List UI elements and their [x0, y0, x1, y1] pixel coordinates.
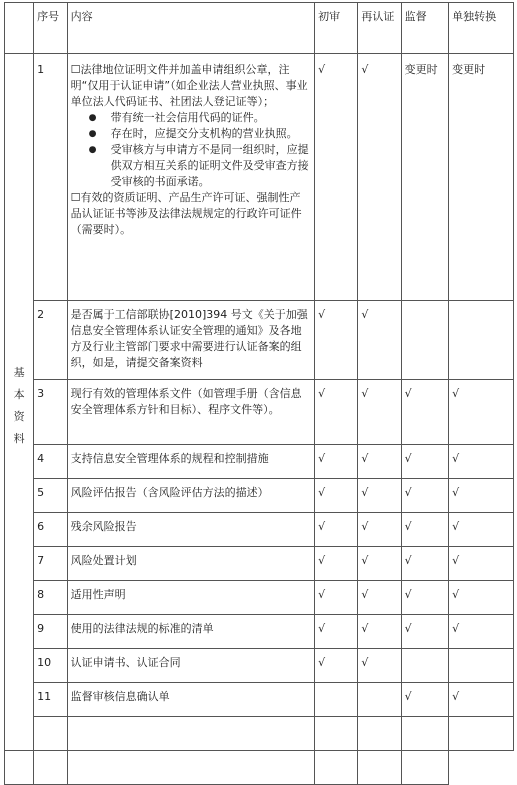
recert-mark: √: [358, 615, 401, 649]
row-number: 3: [34, 380, 68, 445]
header-separate: 单独转换: [449, 3, 514, 54]
bullet-list: [71, 110, 311, 190]
supervision-mark: √: [401, 513, 449, 547]
supervision-mark: √: [401, 445, 449, 479]
initial-mark: √: [315, 445, 358, 479]
supervision-mark: √: [401, 547, 449, 581]
supervision-mark: [358, 751, 401, 785]
separate-mark: √: [449, 547, 514, 581]
initial-mark: √: [315, 54, 358, 301]
category-cell: [5, 54, 34, 751]
initial-mark: √: [315, 479, 358, 513]
row-content: 风险评估报告（含风险评估方法的描述）: [67, 479, 314, 513]
header-supervision: 监督: [401, 3, 449, 54]
row-content: 现行有效的管理体系文件（如管理手册（含信息安全管理体系方针和目标）、程序文件等）。: [67, 380, 314, 445]
separate-mark: √: [449, 615, 514, 649]
table-row: [5, 380, 514, 445]
table-row: [5, 445, 514, 479]
initial-mark: √: [315, 380, 358, 445]
initial-mark: [315, 717, 358, 751]
recert-mark: √: [358, 581, 401, 615]
header-category-cell: [5, 3, 34, 54]
header-row: [5, 3, 514, 54]
row-content: 使用的法律法规的标准的清单: [67, 615, 314, 649]
recert-mark: √: [358, 513, 401, 547]
row-content: 认证申请书、认证合同: [67, 649, 314, 683]
separate-mark: [401, 751, 449, 785]
row-content: 监督审核信息确认单: [67, 683, 314, 717]
initial-mark: √: [315, 649, 358, 683]
separate-mark: √: [449, 581, 514, 615]
row-number: 5: [34, 479, 68, 513]
initial-mark: [67, 751, 314, 785]
initial-mark: √: [315, 581, 358, 615]
table-row: [5, 717, 514, 751]
recert-mark: √: [358, 54, 401, 301]
table-row: [5, 54, 514, 301]
header-initial: 初审: [315, 3, 358, 54]
separate-mark: √: [449, 479, 514, 513]
recert-mark: √: [358, 301, 401, 380]
row-number: 11: [34, 683, 68, 717]
row-content: 适用性声明: [67, 581, 314, 615]
recert-mark: √: [358, 380, 401, 445]
row-number: 10: [34, 649, 68, 683]
supervision-mark: [401, 717, 449, 751]
recert-mark: √: [358, 479, 401, 513]
row-content: [34, 751, 68, 785]
recert-mark: √: [358, 649, 401, 683]
row-content: 残余风险报告: [67, 513, 314, 547]
separate-mark: √: [449, 380, 514, 445]
initial-mark: √: [315, 513, 358, 547]
supervision-mark: √: [401, 581, 449, 615]
table-row: [5, 683, 514, 717]
separate-mark: √: [449, 445, 514, 479]
initial-mark: [315, 683, 358, 717]
separate-mark: [449, 301, 514, 380]
supervision-mark: √: [401, 479, 449, 513]
row-number: 4: [34, 445, 68, 479]
separate-mark: [449, 717, 514, 751]
supervision-mark: 变更时: [401, 54, 449, 301]
separate-mark: √: [449, 683, 514, 717]
recert-mark: [358, 683, 401, 717]
row-content: 支持信息安全管理体系的规程和控制措施: [67, 445, 314, 479]
recert-mark: [315, 751, 358, 785]
list-item: ● 受审核方与申请方不是同一组织时，应提供双方相互关系的证明文件及受审查方接受审核的书面承诺。: [88, 143, 309, 188]
category-label: 基本资料: [13, 366, 25, 445]
bullet-icon: ●: [88, 145, 97, 155]
separate-mark: √: [449, 513, 514, 547]
supervision-mark: [401, 301, 449, 380]
bullet-icon: ●: [88, 129, 97, 139]
separate-mark: [449, 649, 514, 683]
table-row: [5, 615, 514, 649]
table-row: [5, 301, 514, 380]
row-number: 9: [34, 615, 68, 649]
table-row: [5, 513, 514, 547]
row-number: 1: [34, 54, 68, 301]
row-number: 2: [34, 301, 68, 380]
table-row: [5, 581, 514, 615]
row-content: 是否属于工信部联协[2010]394 号文《关于加强信息安全管理体系认证安全管理的通知》及各地方及行业主管部门要求中需要进行认证备案的组织，如是，请提交备案资料: [67, 301, 314, 380]
row-number: 7: [34, 547, 68, 581]
separate-mark: 变更时: [449, 54, 514, 301]
recert-mark: √: [358, 445, 401, 479]
materials-table: [4, 2, 514, 785]
bullet-icon: ●: [88, 113, 97, 123]
table-row: [5, 751, 514, 785]
row-number: [34, 717, 68, 751]
table-row: [5, 479, 514, 513]
header-no: 序号: [34, 3, 68, 54]
recert-mark: [358, 717, 401, 751]
table-row: [5, 649, 514, 683]
row-content: [67, 54, 314, 301]
initial-mark: √: [315, 615, 358, 649]
supervision-mark: [401, 649, 449, 683]
row-content: [67, 717, 314, 751]
initial-mark: √: [315, 547, 358, 581]
row-content: 风险处置计划: [67, 547, 314, 581]
row-number: 8: [34, 581, 68, 615]
list-item: ● 存在时，应提交分支机构的营业执照。: [88, 127, 298, 140]
header-recert: 再认证: [358, 3, 401, 54]
supervision-mark: √: [401, 683, 449, 717]
header-content: 内容: [67, 3, 314, 54]
table-row: [5, 547, 514, 581]
row-number: 6: [34, 513, 68, 547]
content-paragraph: ☐法律地位证明文件并加盖申请组织公章，注明“仅用于认证申请”（如企业法人营业执照、事业单位法人代码证书、社团法人登记证等）；: [70, 63, 308, 108]
initial-mark: √: [315, 301, 358, 380]
row-number: [5, 751, 34, 785]
supervision-mark: √: [401, 380, 449, 445]
supervision-mark: √: [401, 615, 449, 649]
recert-mark: √: [358, 547, 401, 581]
content-paragraph: ☐有效的资质证明、产品生产许可证、强制性产品认证证书等涉及法律法规规定的行政许可证件（需要时）。: [70, 191, 302, 236]
list-item: ● 带有统一社会信用代码的证件。: [88, 111, 265, 124]
